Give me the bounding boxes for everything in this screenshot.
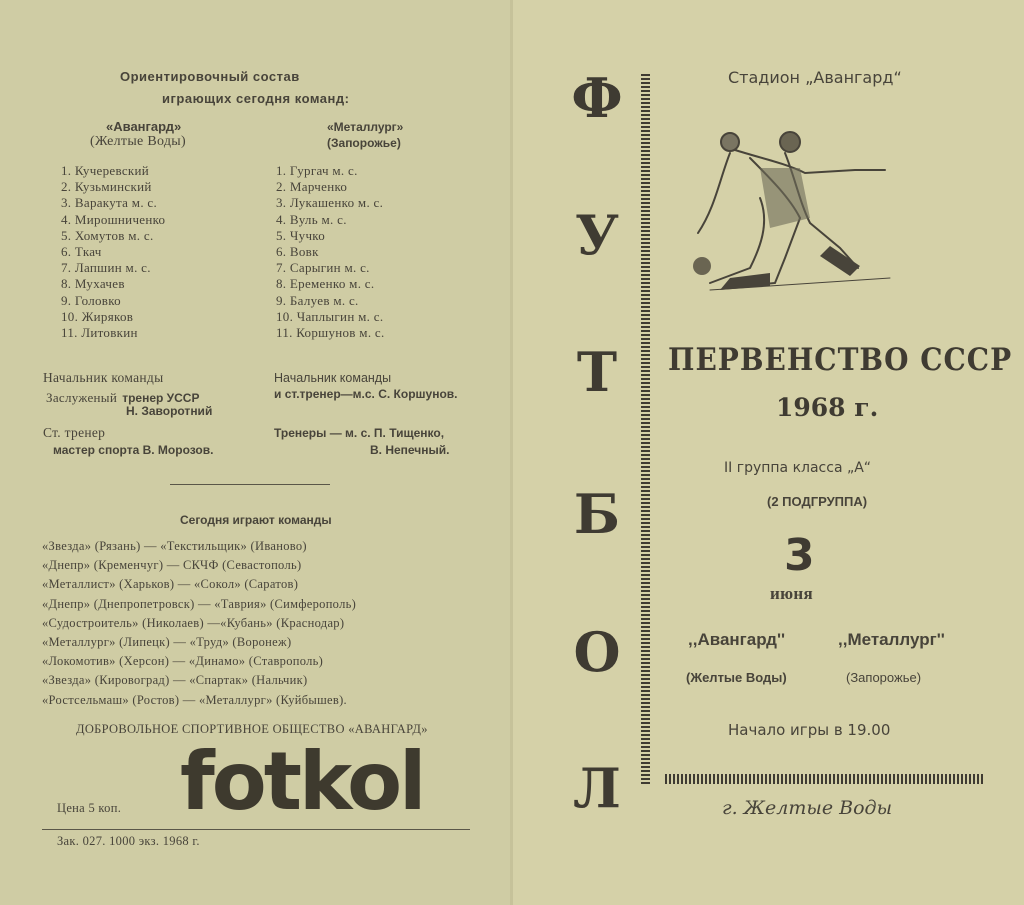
vertical-letter: О [573, 620, 621, 684]
match-item: «Днепр» (Днепропетровск) — «Таврия» (Симферополь) [42, 596, 357, 611]
player: 2. Марченко [276, 179, 348, 195]
player: 9. Головко [61, 292, 121, 308]
player: 4. Мирошниченко [61, 211, 166, 227]
player: 6. Ткач [61, 243, 102, 259]
player: 11. Коршунов м. с. [276, 324, 385, 340]
player: 8. Еременко м. с. [276, 276, 375, 292]
player: 10. Жиряков [61, 308, 134, 324]
player: 4. Вуль м. с. [276, 211, 347, 227]
player: 3. Варакута м. с. [61, 195, 158, 211]
society: ДОБРОВОЛЬНОЕ СПОРТИВНОЕ ОБЩЕСТВО «АВАНГАРД» [76, 722, 428, 736]
player: 11. Литовкин [61, 324, 138, 340]
vertical-letter: Л [573, 756, 621, 820]
subgroup: (2 ПОДГРУППА) [767, 494, 868, 509]
match-item: «Звезда» (Кировоград) — «Спартак» (Нальчик) [42, 673, 308, 688]
staff-b-head: Начальник команды [274, 371, 392, 385]
player: 5. Хомутов м. с. [61, 227, 154, 243]
vertical-letter: У [575, 203, 619, 267]
away-city: (Запорожье) [846, 670, 922, 685]
staff-a-title-2: тренер УССР [122, 391, 200, 405]
staff-a-coach: мастер спорта В. Морозов. [53, 443, 214, 457]
team-a-name: «Авангард» [106, 119, 182, 134]
staff-a-name: Н. Заворотний [126, 404, 213, 418]
vertical-letter: Б [573, 482, 621, 546]
match-item: «Судостроитель» (Николаев) —«Кубань» (Краснодар) [42, 615, 345, 630]
player: 5. Чучко [276, 227, 326, 243]
horizontal-rule [665, 774, 985, 784]
staff-b-trainers-2: В. Непечный. [370, 443, 450, 457]
match-day: 3 [784, 530, 815, 581]
team-b-name: «Металлург» [327, 120, 404, 134]
player: 1. Кучеревский [61, 163, 150, 178]
staff-b-coach: и ст.тренер—м.с. С. Коршунов. [274, 387, 458, 401]
staff-a-coach-label: Ст. тренер [43, 425, 106, 440]
player: 3. Лукашенко м. с. [276, 195, 384, 211]
today-title: Сегодня играют команды [180, 513, 332, 527]
roster-title-1: Ориентировочный состав [120, 69, 300, 84]
player: 6. Вовк [276, 243, 319, 259]
match-item: «Ростсельмаш» (Ростов) — «Металлург» (Куйбышев). [42, 692, 347, 707]
match-item: «Днепр» (Кременчуг) — СКЧФ (Севастополь) [42, 558, 302, 573]
roster-title-2: играющих сегодня команд: [162, 91, 350, 106]
player: 7. Лапшин м. с. [61, 260, 151, 276]
staff-b-trainers: Тренеры — м. с. П. Тищенко, [274, 426, 445, 440]
price: Цена 5 коп. [57, 801, 122, 815]
match-item: «Металлург» (Липецк) — «Труд» (Воронеж) [42, 634, 292, 649]
vertical-rule [641, 74, 650, 786]
team-b-players [276, 163, 385, 341]
divider [170, 484, 330, 485]
away-team: ,,Металлург'' [838, 630, 945, 649]
imprint-line [42, 829, 470, 830]
staff-a-head: Начальник команды [43, 370, 164, 385]
championship-title: ПЕРВЕНСТВО СССР [668, 341, 1013, 378]
team-a-city: (Желтые Воды) [90, 134, 186, 149]
year: 1968 г. [776, 393, 879, 422]
match-item: «Звезда» (Рязань) — «Текстильщик» (Иваново) [42, 539, 307, 553]
home-team: ,,Авангард'' [688, 630, 786, 649]
watermark: fotkol [180, 735, 424, 828]
match-item: «Локомотив» (Херсон) — «Динамо» (Ставрополь) [42, 654, 324, 669]
match-month: июня [770, 584, 813, 603]
match-item: «Металлист» (Харьков) — «Сокол» (Саратов) [42, 577, 299, 592]
page-fold [510, 0, 513, 905]
team-a-players [61, 163, 165, 341]
vertical-letter: Т [576, 340, 618, 404]
home-city: (Желтые Воды) [686, 670, 787, 685]
imprint: Зак. 027. 1000 экз. 1968 г. [57, 834, 200, 848]
stadium: Стадион „Авангард“ [728, 68, 902, 87]
player: 1. Гургач м. с. [276, 163, 358, 178]
team-b-city: (Запорожье) [327, 136, 401, 150]
match-list [42, 538, 356, 711]
league: II группа класса „А“ [724, 460, 872, 476]
player: 8. Мухачев [61, 276, 125, 292]
player: 7. Сарыгин м. с. [276, 260, 370, 276]
footballers-illustration-icon [690, 128, 910, 298]
city-place: г. Желтые Воды [722, 797, 893, 819]
vertical-letter: Ф [571, 66, 623, 130]
kickoff: Начало игры в 19.00 [728, 721, 891, 739]
staff-a-title-1: Заслуженый [46, 390, 118, 405]
player: 2. Кузьминский [61, 179, 152, 195]
player: 10. Чаплыгин м. с. [276, 308, 384, 324]
player: 9. Балуев м. с. [276, 292, 359, 308]
